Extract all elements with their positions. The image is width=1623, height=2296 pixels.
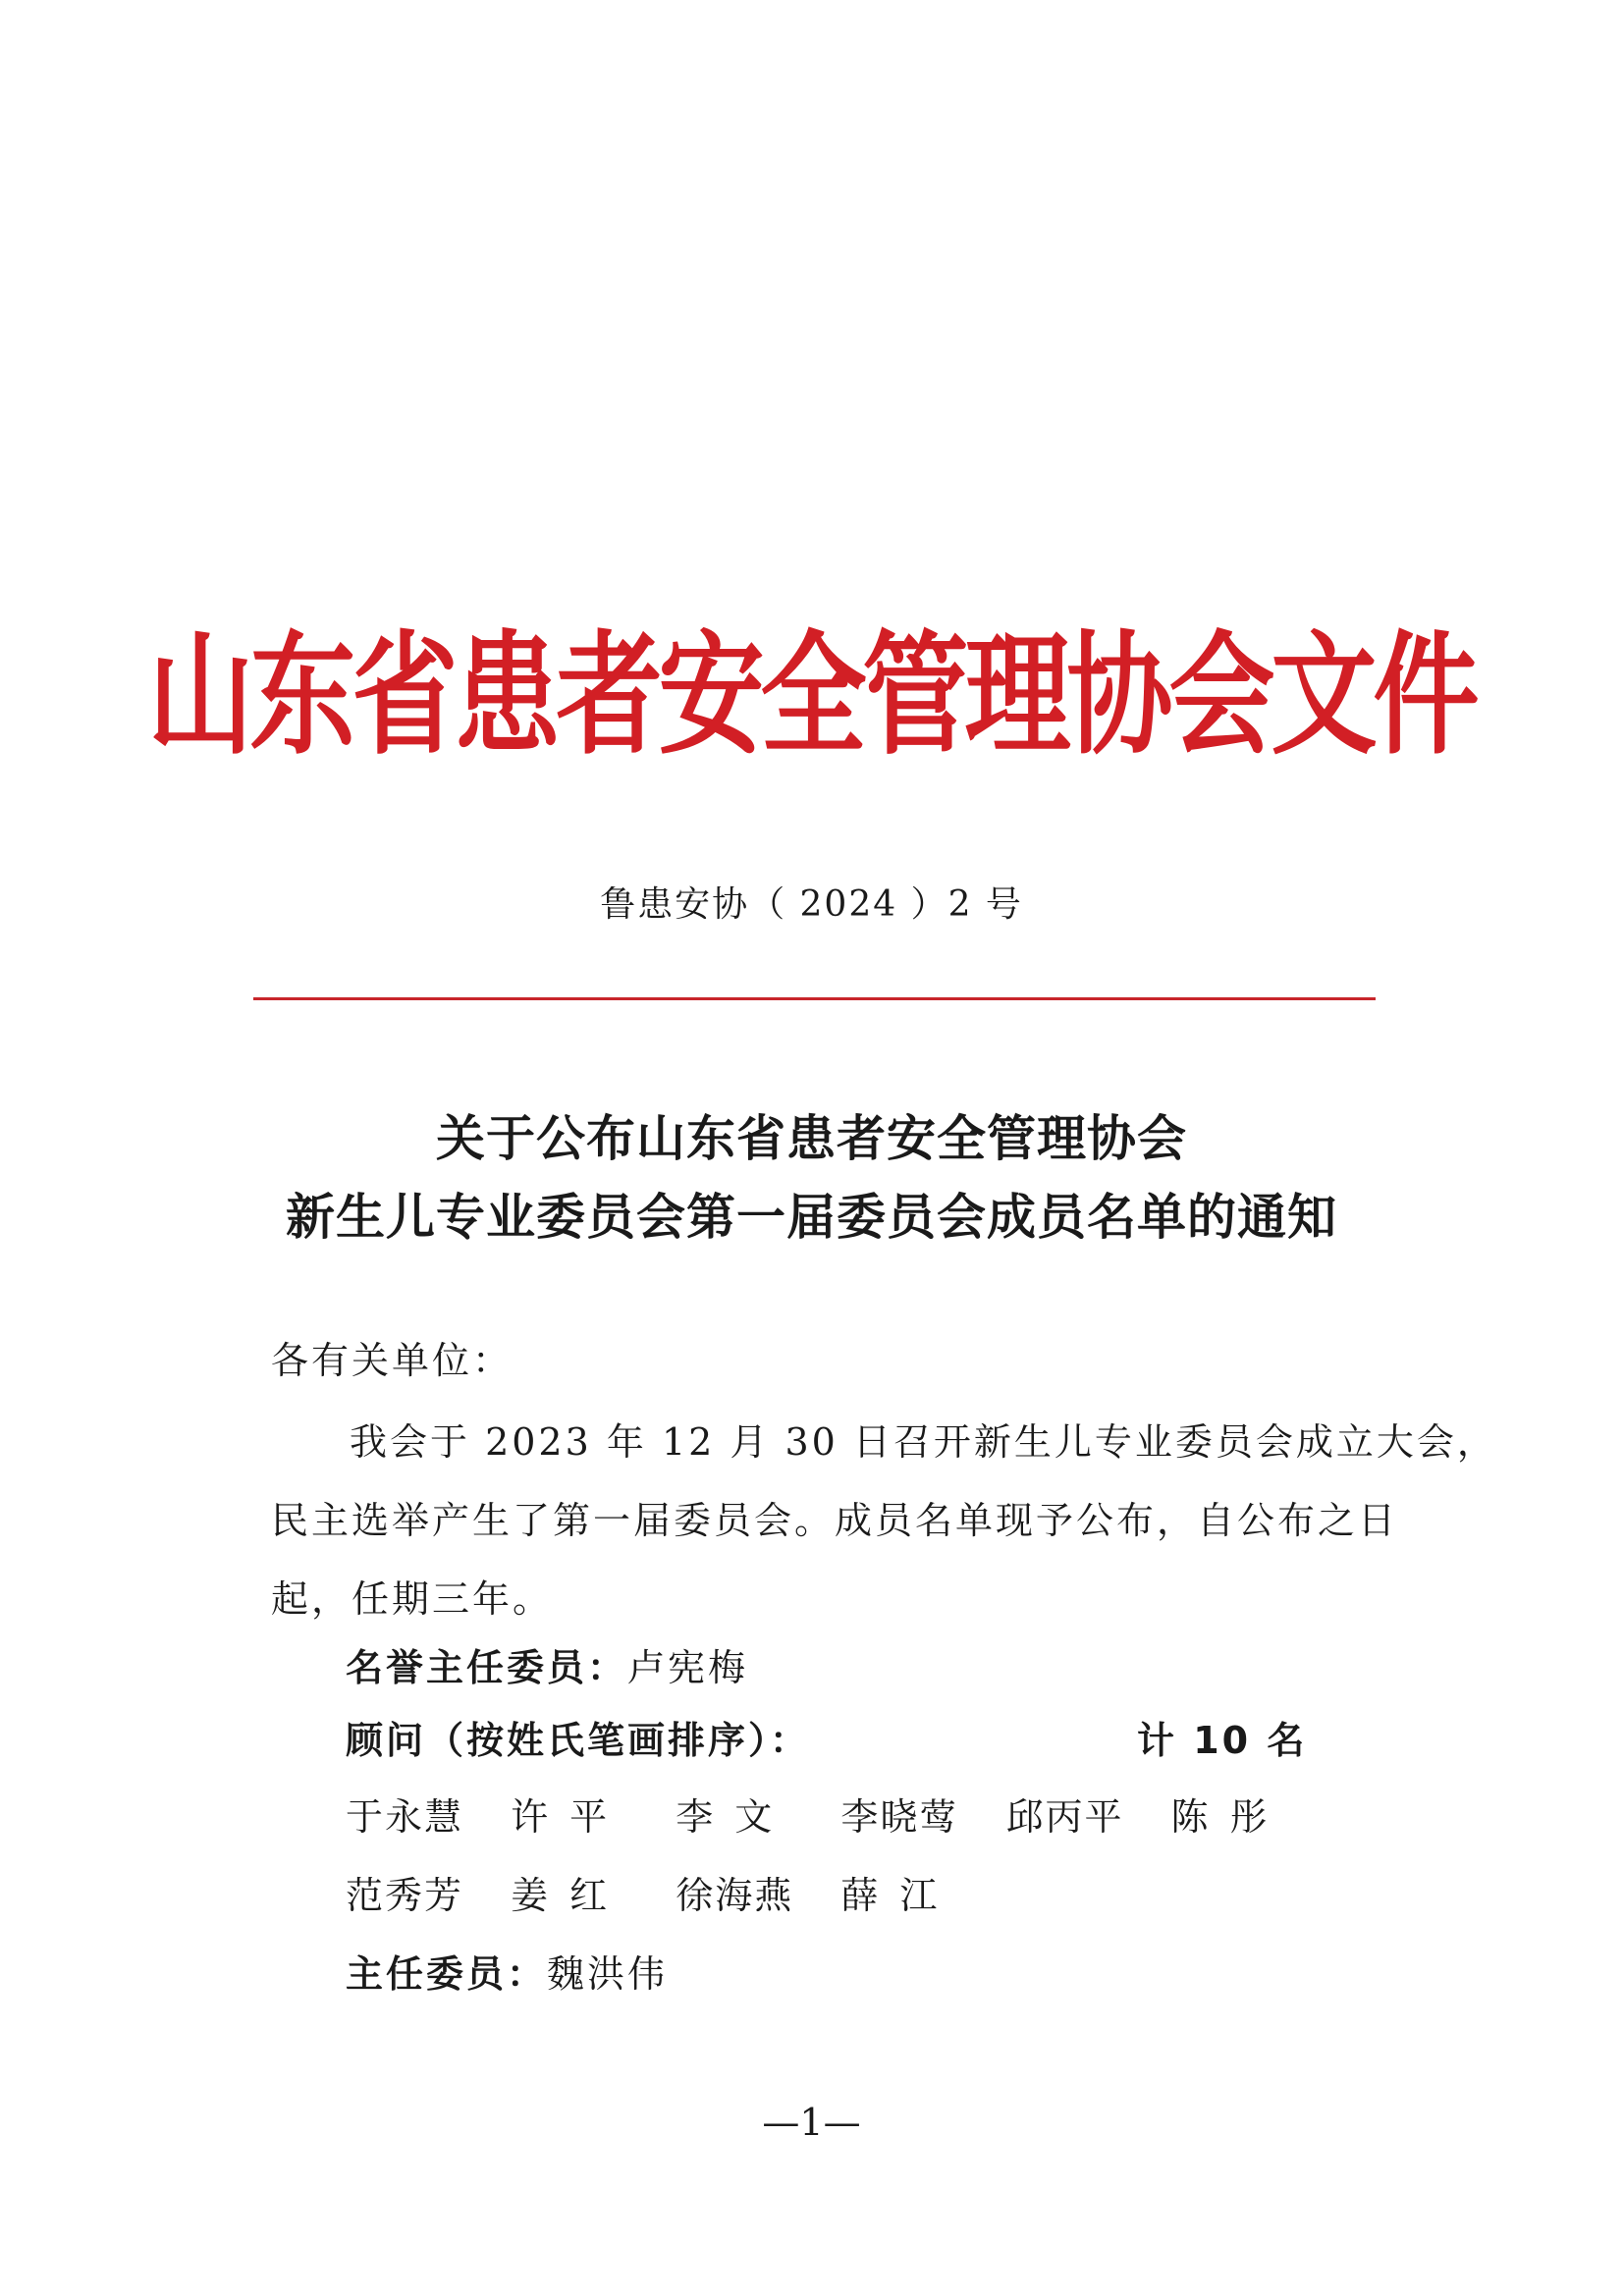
notice-title-line2: 新生儿专业委员会第一届委员会成员名单的通知 bbox=[286, 1189, 1337, 1246]
red-divider bbox=[253, 997, 1376, 1000]
advisor-name: 李文 bbox=[676, 1795, 794, 1839]
notice-title-line1: 关于公布山东省患者安全管理协会 bbox=[436, 1110, 1187, 1167]
advisors-row-2 bbox=[346, 1865, 994, 1919]
advisor-name: 许平 bbox=[511, 1795, 629, 1839]
honorary-chair-label: 名誉主任委员： bbox=[346, 1646, 628, 1689]
document-number: 鲁患安协（ 2024 ）2 号 bbox=[600, 884, 1023, 925]
honorary-chair-line bbox=[346, 1637, 748, 1691]
advisor-name: 李晓莺 bbox=[840, 1795, 959, 1839]
body-paragraph-line1: 我会于 2023 年 12 月 30 日召开新生儿专业委员会成立大会， bbox=[350, 1420, 1497, 1464]
body-paragraph-line3: 起，任期三年。 bbox=[271, 1577, 554, 1621]
advisors-count: 计 10 名 bbox=[1137, 1719, 1308, 1762]
advisor-name: 于永慧 bbox=[346, 1795, 464, 1839]
chair-name: 魏洪伟 bbox=[547, 1952, 669, 1996]
chair-line bbox=[346, 1944, 668, 1998]
body-paragraph-line2: 民主选举产生了第一届委员会。成员名单现予公布，自公布之日 bbox=[271, 1499, 1399, 1542]
advisor-name: 邱丙平 bbox=[1005, 1795, 1124, 1839]
advisor-name: 范秀芳 bbox=[346, 1874, 464, 1917]
chair-label: 主任委员： bbox=[346, 1952, 548, 1996]
advisor-name: 姜红 bbox=[511, 1874, 629, 1917]
page-number: —1— bbox=[762, 2101, 861, 2144]
honorary-chair-name: 卢宪梅 bbox=[627, 1646, 749, 1689]
advisors-label: 顾问（按姓氏笔画排序）： bbox=[346, 1719, 811, 1762]
salutation: 各有关单位： bbox=[271, 1339, 514, 1382]
masthead-title: 山东省患者安全管理协会文件 bbox=[147, 618, 1476, 774]
advisor-name: 薛江 bbox=[840, 1874, 959, 1917]
advisors-row-1 bbox=[346, 1787, 1325, 1841]
advisor-name: 徐海燕 bbox=[676, 1874, 794, 1917]
advisor-name: 陈彤 bbox=[1170, 1795, 1289, 1839]
